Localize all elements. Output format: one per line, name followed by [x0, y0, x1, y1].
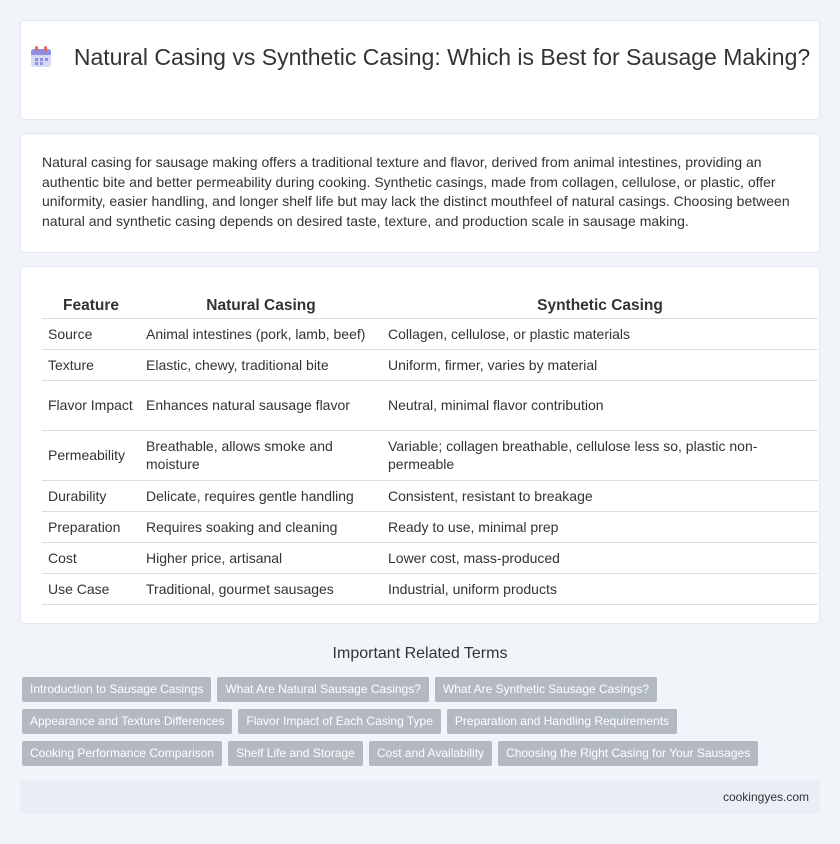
- tag-link[interactable]: Preparation and Handling Requirements: [447, 709, 677, 734]
- table-row: [42, 318, 818, 349]
- cell-synthetic: Uniform, firmer, varies by material: [382, 349, 818, 380]
- page-title: Natural Casing vs Synthetic Casing: Which is Best for Sausage Making?: [73, 44, 811, 70]
- cell-natural: Delicate, requires gentle handling: [140, 480, 382, 511]
- tag-row: [22, 677, 822, 709]
- table-row: [42, 480, 818, 511]
- footer: [20, 780, 820, 814]
- tag-link[interactable]: Shelf Life and Storage: [228, 741, 363, 766]
- tag-link[interactable]: What Are Natural Sausage Casings?: [217, 677, 428, 702]
- calendar-icon: [30, 45, 52, 67]
- tag-row: [22, 709, 822, 741]
- header-natural-casing: Natural Casing: [140, 295, 382, 318]
- tag-link[interactable]: Introduction to Sausage Casings: [22, 677, 211, 702]
- cell-natural: Elastic, chewy, traditional bite: [140, 349, 382, 380]
- cell-feature: Source: [42, 318, 140, 349]
- cell-feature: Texture: [42, 349, 140, 380]
- cell-natural: Breathable, allows smoke and moisture: [140, 430, 382, 480]
- cell-synthetic: Neutral, minimal flavor contribution: [382, 380, 818, 430]
- cell-natural: Animal intestines (pork, lamb, beef): [140, 318, 382, 349]
- tag-row: [22, 741, 822, 773]
- cell-natural: Enhances natural sausage flavor: [140, 380, 382, 430]
- tag-link[interactable]: Cooking Performance Comparison: [22, 741, 222, 766]
- page-title-wrap: [21, 43, 819, 72]
- comparison-table: [42, 295, 818, 605]
- table-row: [42, 542, 818, 573]
- cell-natural: Traditional, gourmet sausages: [140, 573, 382, 604]
- table-row: [42, 511, 818, 542]
- cell-natural: Higher price, artisanal: [140, 542, 382, 573]
- cell-feature: Flavor Impact: [42, 380, 140, 430]
- header-card: [20, 20, 820, 120]
- comparison-table-card: [20, 266, 820, 624]
- header-synthetic-casing: Synthetic Casing: [382, 295, 818, 318]
- tag-link[interactable]: Cost and Availability: [369, 741, 492, 766]
- table-header-row: [42, 295, 818, 318]
- tag-link[interactable]: What Are Synthetic Sausage Casings?: [435, 677, 657, 702]
- related-terms-tags: [22, 677, 822, 773]
- cell-synthetic: Variable; collagen breathable, cellulose less so, plastic non-permeable: [382, 430, 818, 480]
- cell-natural: Requires soaking and cleaning: [140, 511, 382, 542]
- intro-card: [20, 133, 820, 253]
- tag-link[interactable]: Appearance and Texture Differences: [22, 709, 232, 734]
- table-row: [42, 430, 818, 480]
- cell-feature: Permeability: [42, 430, 140, 480]
- cell-feature: Preparation: [42, 511, 140, 542]
- cell-feature: Use Case: [42, 573, 140, 604]
- cell-feature: Cost: [42, 542, 140, 573]
- cell-synthetic: Consistent, resistant to breakage: [382, 480, 818, 511]
- intro-paragraph: Natural casing for sausage making offers a traditional texture and flavor, derived from animal intestines, providing an authentic bite and better permeability during cooking. Synthetic casings, made from collagen, cellulose, or plastic, offer uniformity, easier handling, and longer shelf life but may lack the distinct mouthfeel of natural casings. Choosing between natural and synthetic casing depends on desired taste, texture, and production scale in sausage making.: [42, 154, 790, 229]
- table-row: [42, 380, 818, 430]
- cell-synthetic: Lower cost, mass-produced: [382, 542, 818, 573]
- tag-link[interactable]: Choosing the Right Casing for Your Sausages: [498, 741, 758, 766]
- cell-synthetic: Industrial, uniform products: [382, 573, 818, 604]
- cell-synthetic: Ready to use, minimal prep: [382, 511, 818, 542]
- related-terms-title: Important Related Terms: [332, 645, 508, 662]
- cell-synthetic: Collagen, cellulose, or plastic materials: [382, 318, 818, 349]
- header-feature: Feature: [42, 295, 140, 318]
- table-row: [42, 573, 818, 604]
- footer-site-link[interactable]: cookingyes.com: [722, 790, 809, 804]
- tag-link[interactable]: Flavor Impact of Each Casing Type: [238, 709, 441, 734]
- table-row: [42, 349, 818, 380]
- cell-feature: Durability: [42, 480, 140, 511]
